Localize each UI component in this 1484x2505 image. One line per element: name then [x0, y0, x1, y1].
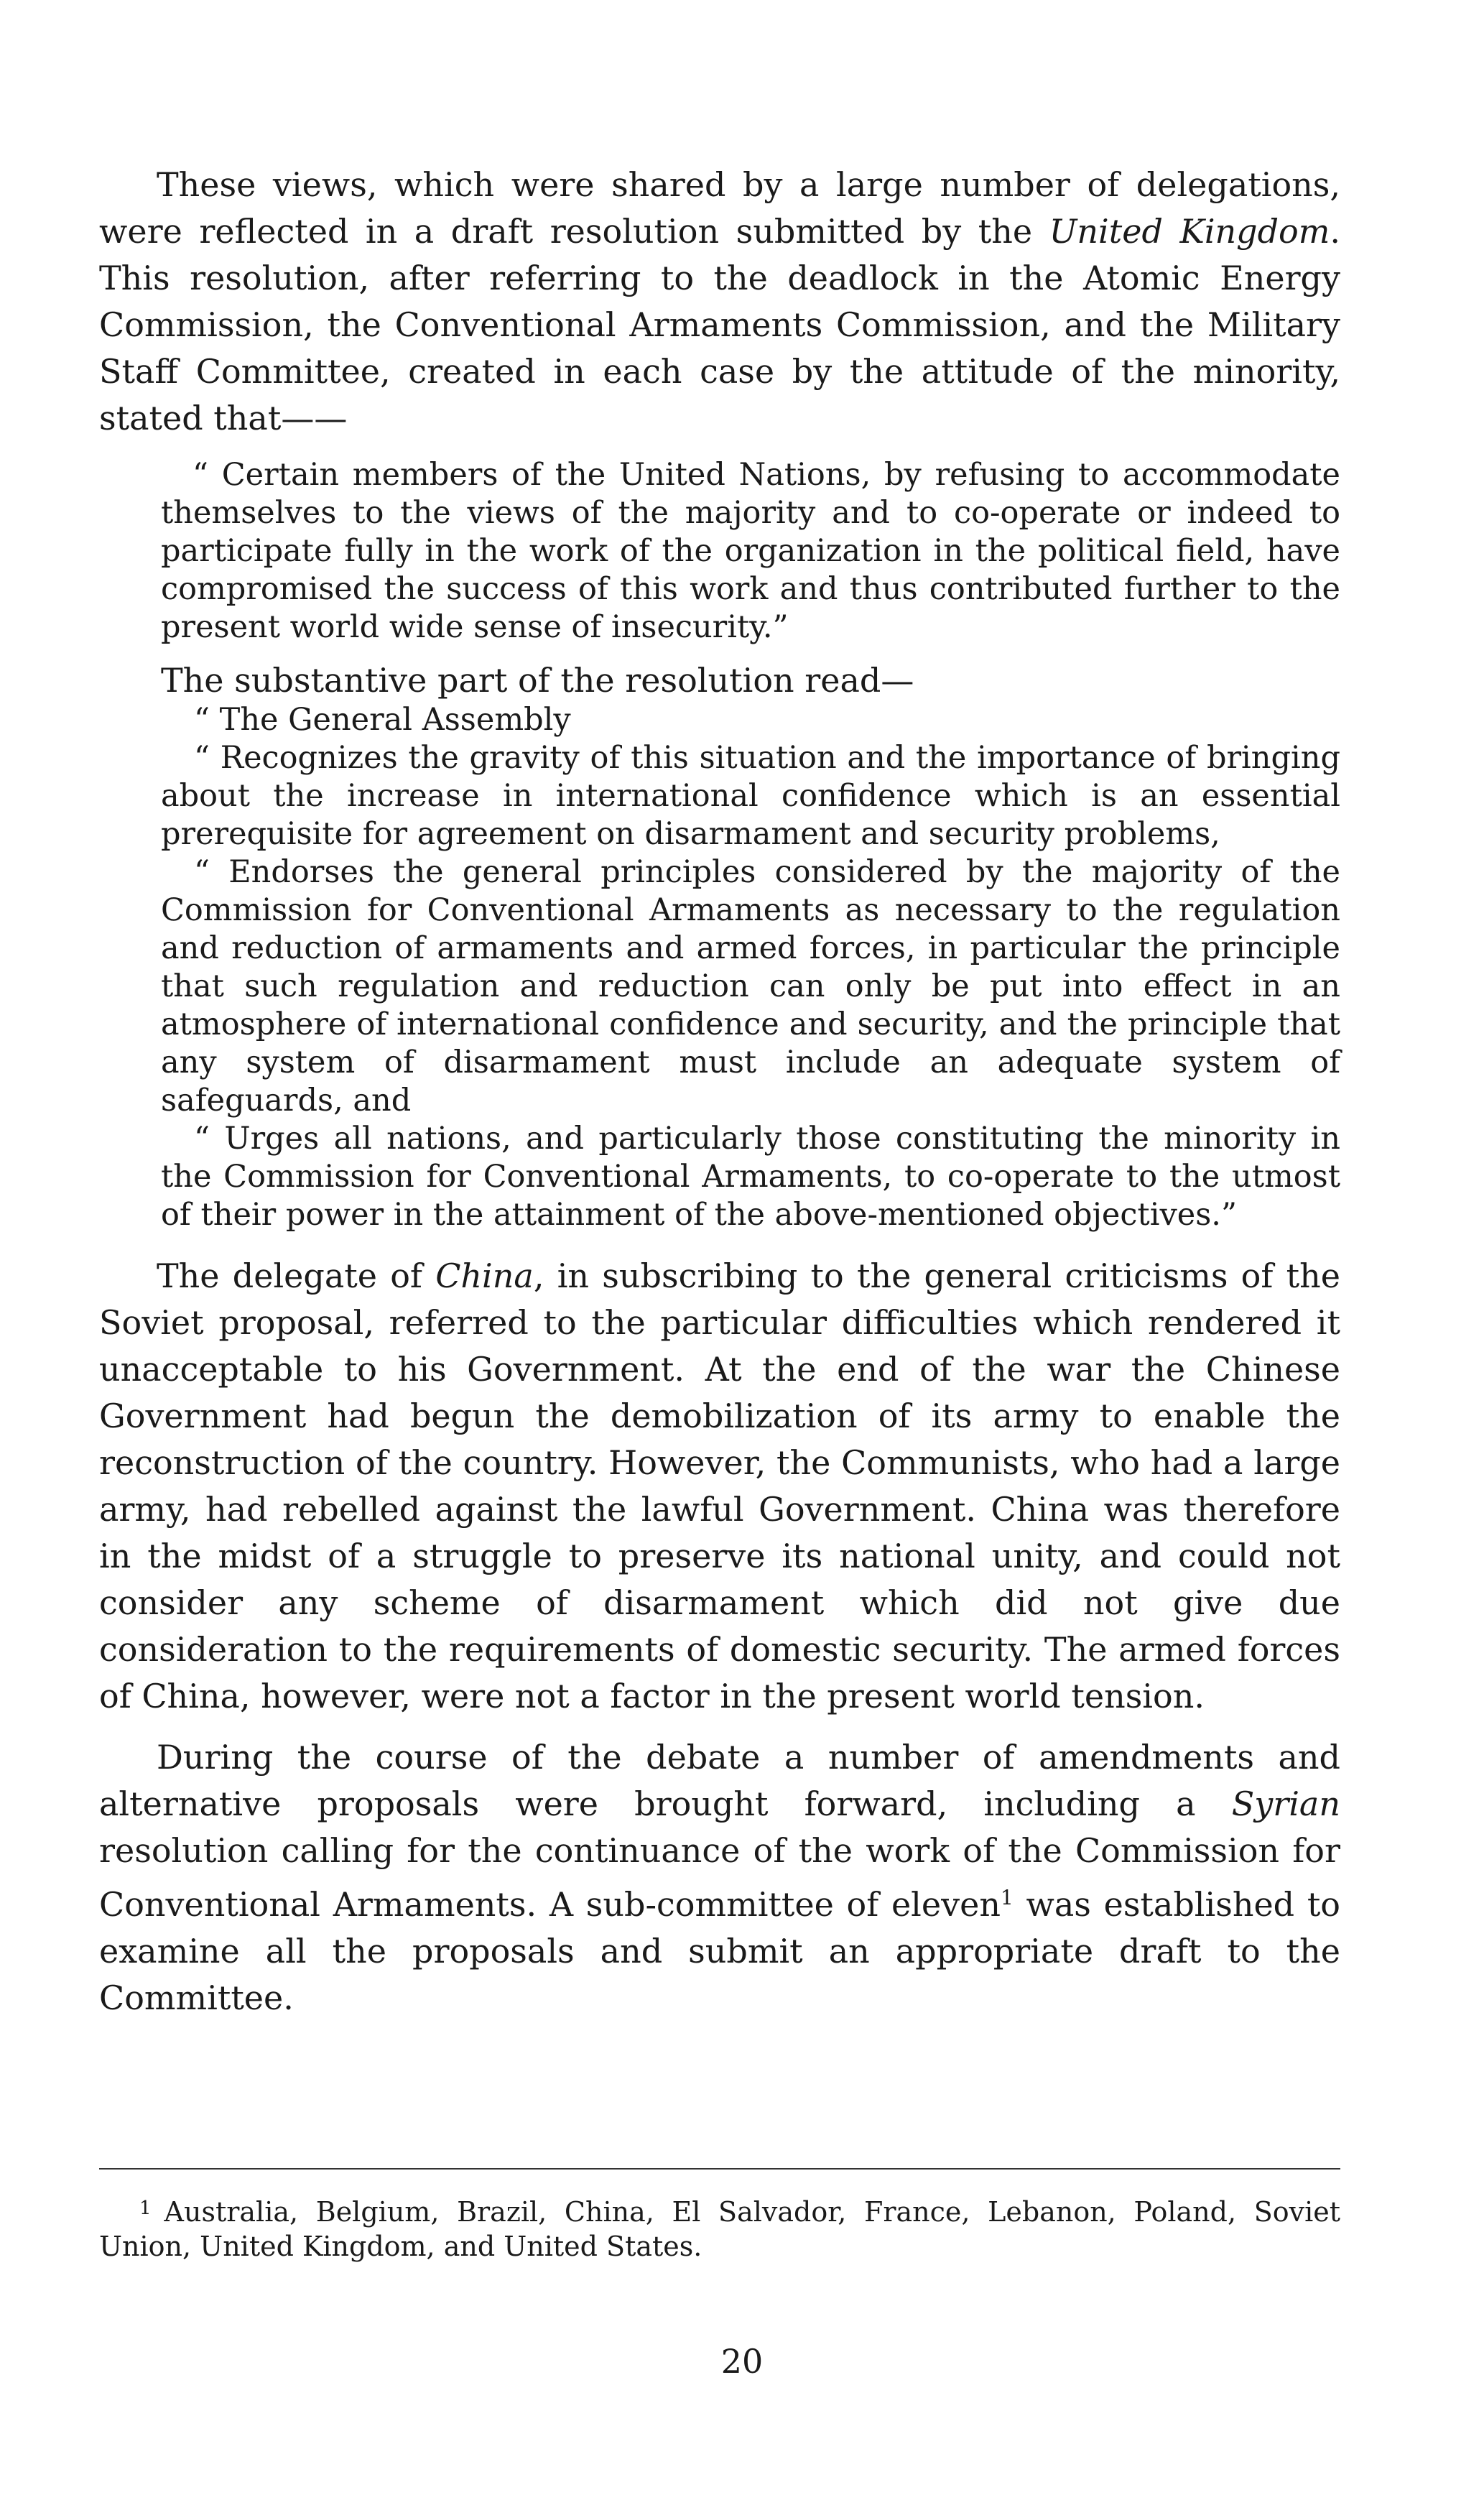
country-name: China	[435, 1256, 534, 1295]
quote-line: “ Urges all nations, and particularly those constituting the minority in the Commission for Conventional Armaments, to co-operate to the utmost of their power in the attainment of the above-mentioned objectives.”	[161, 1121, 1340, 1233]
paragraph-china: The delegate of China, in subscribing to the general criticisms of the Soviet proposal, referred to the particular difficulties which rendered it unacceptable to his Government. At the end of the war the Chinese Government had begun the demobilization of its army to enable the reconstruction of the country. However, the Communists, who had a large army, had rebelled against the lawful Government. China was therefore in the midst of a struggle to preserve its national unity, and could not consider any scheme of disarmament which did not give due consideration to the requirements of domestic security. The armed forces of China, however, were not a factor in the present world tension.	[99, 1256, 1340, 1715]
footnote-text: Australia, Belgium, Brazil, China, El Salvador, France, Lebanon, Poland, Soviet Union, United Kingdom, and United States.	[99, 2196, 1340, 2262]
quote-block-1: “ Certain members of the United Nations, by refusing to accommodate themselves to the views of the majority and to co-operate or indeed to participate fully in the work of the organization in the political field, have compromised the success of this work and thus contributed further to the present world wide sense of insecurity.”	[161, 457, 1340, 645]
page-number: 20	[720, 2342, 764, 2381]
footnote-mark: 1	[139, 2198, 152, 2219]
quote-line: “ The General Assembly	[194, 702, 571, 738]
footnote-reference: 1	[1000, 1886, 1014, 1909]
resolution-lead: The substantive part of the resolution read—	[161, 661, 914, 700]
quote-line: “ Endorses the general principles considered by the majority of the Commission for Conventional Armaments as necessary to the regulation and reduction of armaments and armed forces, in particular the principle that such regulation and reduction can only be put into effect in an atmosphere of international confidence and security, and the principle that any system of disarmament must include an adequate system of safeguards, and	[161, 854, 1340, 1119]
quote-line: “ Recognizes the gravity of this situation and the importance of bringing about the increase in international confidence which is an essential prerequisite for agreement on disarmament and security problems,	[161, 740, 1340, 852]
paragraph-debate: During the course of the debate a number of amendments and alternative proposals were brought forward, including a Syrian resolution calling for the continuance of the work of the Commission for Conventional Armaments. A sub-committee of eleven$^1$ was established to examine all the proposals and submit an appropriate draft to the Committee.	[99, 1738, 1340, 2017]
country-name: Syrian	[1231, 1784, 1340, 1823]
body-text	[99, 162, 1340, 2022]
footnote	[99, 2191, 1340, 2264]
paragraph-uk-resolution: These views, which were shared by a large number of delegations, were reflected in a draft resolution submitted by the United Kingdom. This resolution, after referring to the deadlock in the Atomic Energy Commission, the Conventional Armaments Commission, and the Military Staff Committee, created in each case by the attitude of the minority, stated that——	[99, 165, 1340, 437]
country-name: United Kingdom	[1049, 212, 1330, 251]
quote-block-2	[99, 701, 1340, 1234]
footnote-divider	[99, 2168, 1340, 2170]
